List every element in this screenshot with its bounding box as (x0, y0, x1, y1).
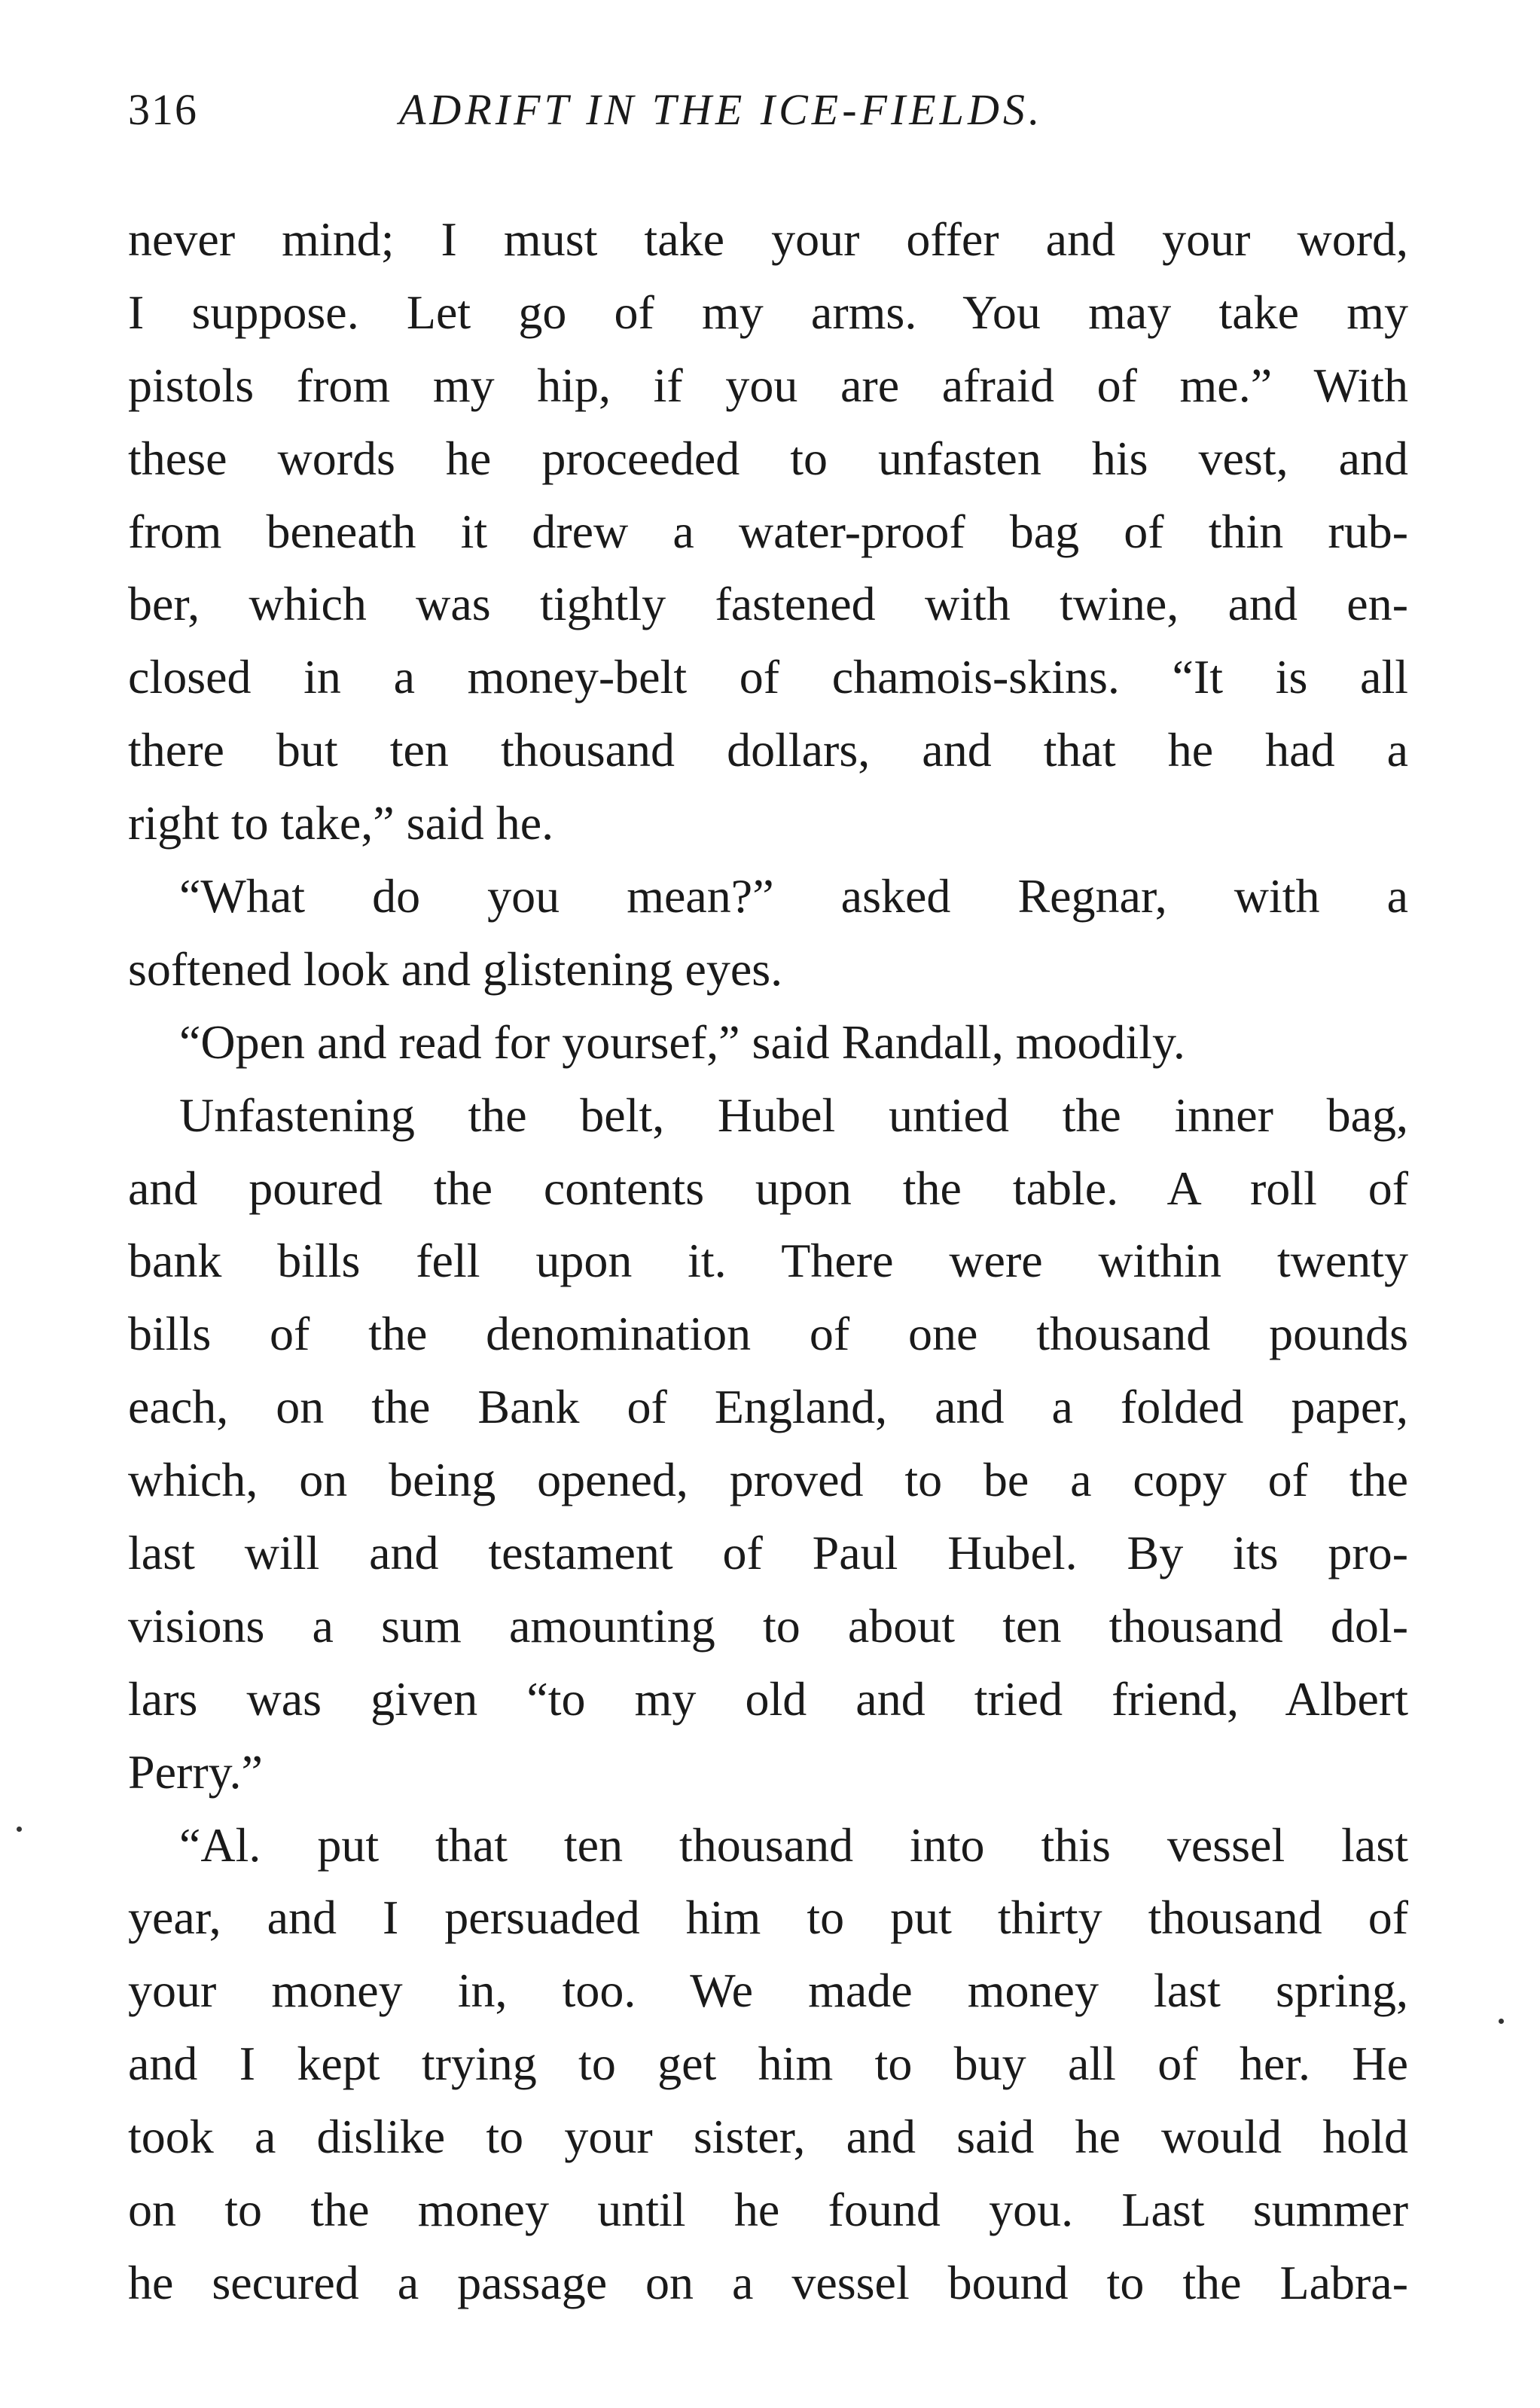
text-line: “What do you mean?” asked Regnar, with a (179, 869, 1408, 923)
text-line: Unfastening the belt, Hubel untied the inner bag, (179, 1088, 1408, 1142)
text-line: lars was given “to my old and tried friend, Albert (128, 1671, 1408, 1726)
text-line: never mind; I must take your offer and your word, (128, 212, 1408, 266)
text-line: which, on being opened, proved to be a copy of the (128, 1453, 1408, 1507)
running-header (128, 84, 1408, 152)
text-line: and poured the contents upon the table. A roll of (128, 1161, 1408, 1215)
text-line: last will and testament of Paul Hubel. By its pro- (128, 1526, 1408, 1580)
text-line: from beneath it drew a water-proof bag of thin rub- (128, 504, 1408, 558)
text-line: bills of the denomination of one thousand pounds (128, 1307, 1408, 1361)
text-line: each, on the Bank of England, and a folded paper, (128, 1380, 1408, 1434)
text-line: closed in a money-belt of chamois-skins. “It is all (128, 650, 1408, 704)
body-text (128, 203, 1408, 2320)
text-line: Perry.” (128, 1744, 263, 1799)
text-line: right to take,” said he. (128, 796, 554, 850)
text-line: pistols from my hip, if you are afraid of me.” With (128, 358, 1408, 412)
text-line: he secured a passage on a vessel bound to the Labra- (128, 2255, 1408, 2309)
running-title: ADRIFT IN THE ICE-FIELDS. (399, 85, 1044, 134)
text-line: on to the money until he found you. Last summer (128, 2183, 1408, 2237)
text-line: “Open and read for yoursef,” said Randall, moodily. (179, 1015, 1185, 1069)
text-line: year, and I persuaded him to put thirty thousand of (128, 1891, 1408, 1945)
page-number: 316 (128, 85, 198, 134)
text-line: I suppose. Let go of my arms. You may take my (128, 285, 1408, 339)
text-line: bank bills fell upon it. There were within twenty (128, 1234, 1408, 1288)
text-line: your money in, too. We made money last spring, (128, 1964, 1408, 2018)
text-line: “Al. put that ten thousand into this vessel last (179, 1817, 1408, 1872)
text-line: ber, which was tightly fastened with twine, and en- (128, 577, 1408, 631)
print-speck (1499, 2019, 1504, 2024)
text-line: softened look and glistening eyes. (128, 942, 783, 996)
text-line: and I kept trying to get him to buy all of her. He (128, 2037, 1408, 2091)
print-speck (17, 1827, 22, 1832)
text-line: these words he proceeded to unfasten his vest, and (128, 431, 1408, 485)
text-line: took a dislike to your sister, and said he would hold (128, 2110, 1408, 2164)
text-line: there but ten thousand dollars, and that he had a (128, 723, 1408, 777)
text-line: visions a sum amounting to about ten thousand dol- (128, 1598, 1408, 1653)
